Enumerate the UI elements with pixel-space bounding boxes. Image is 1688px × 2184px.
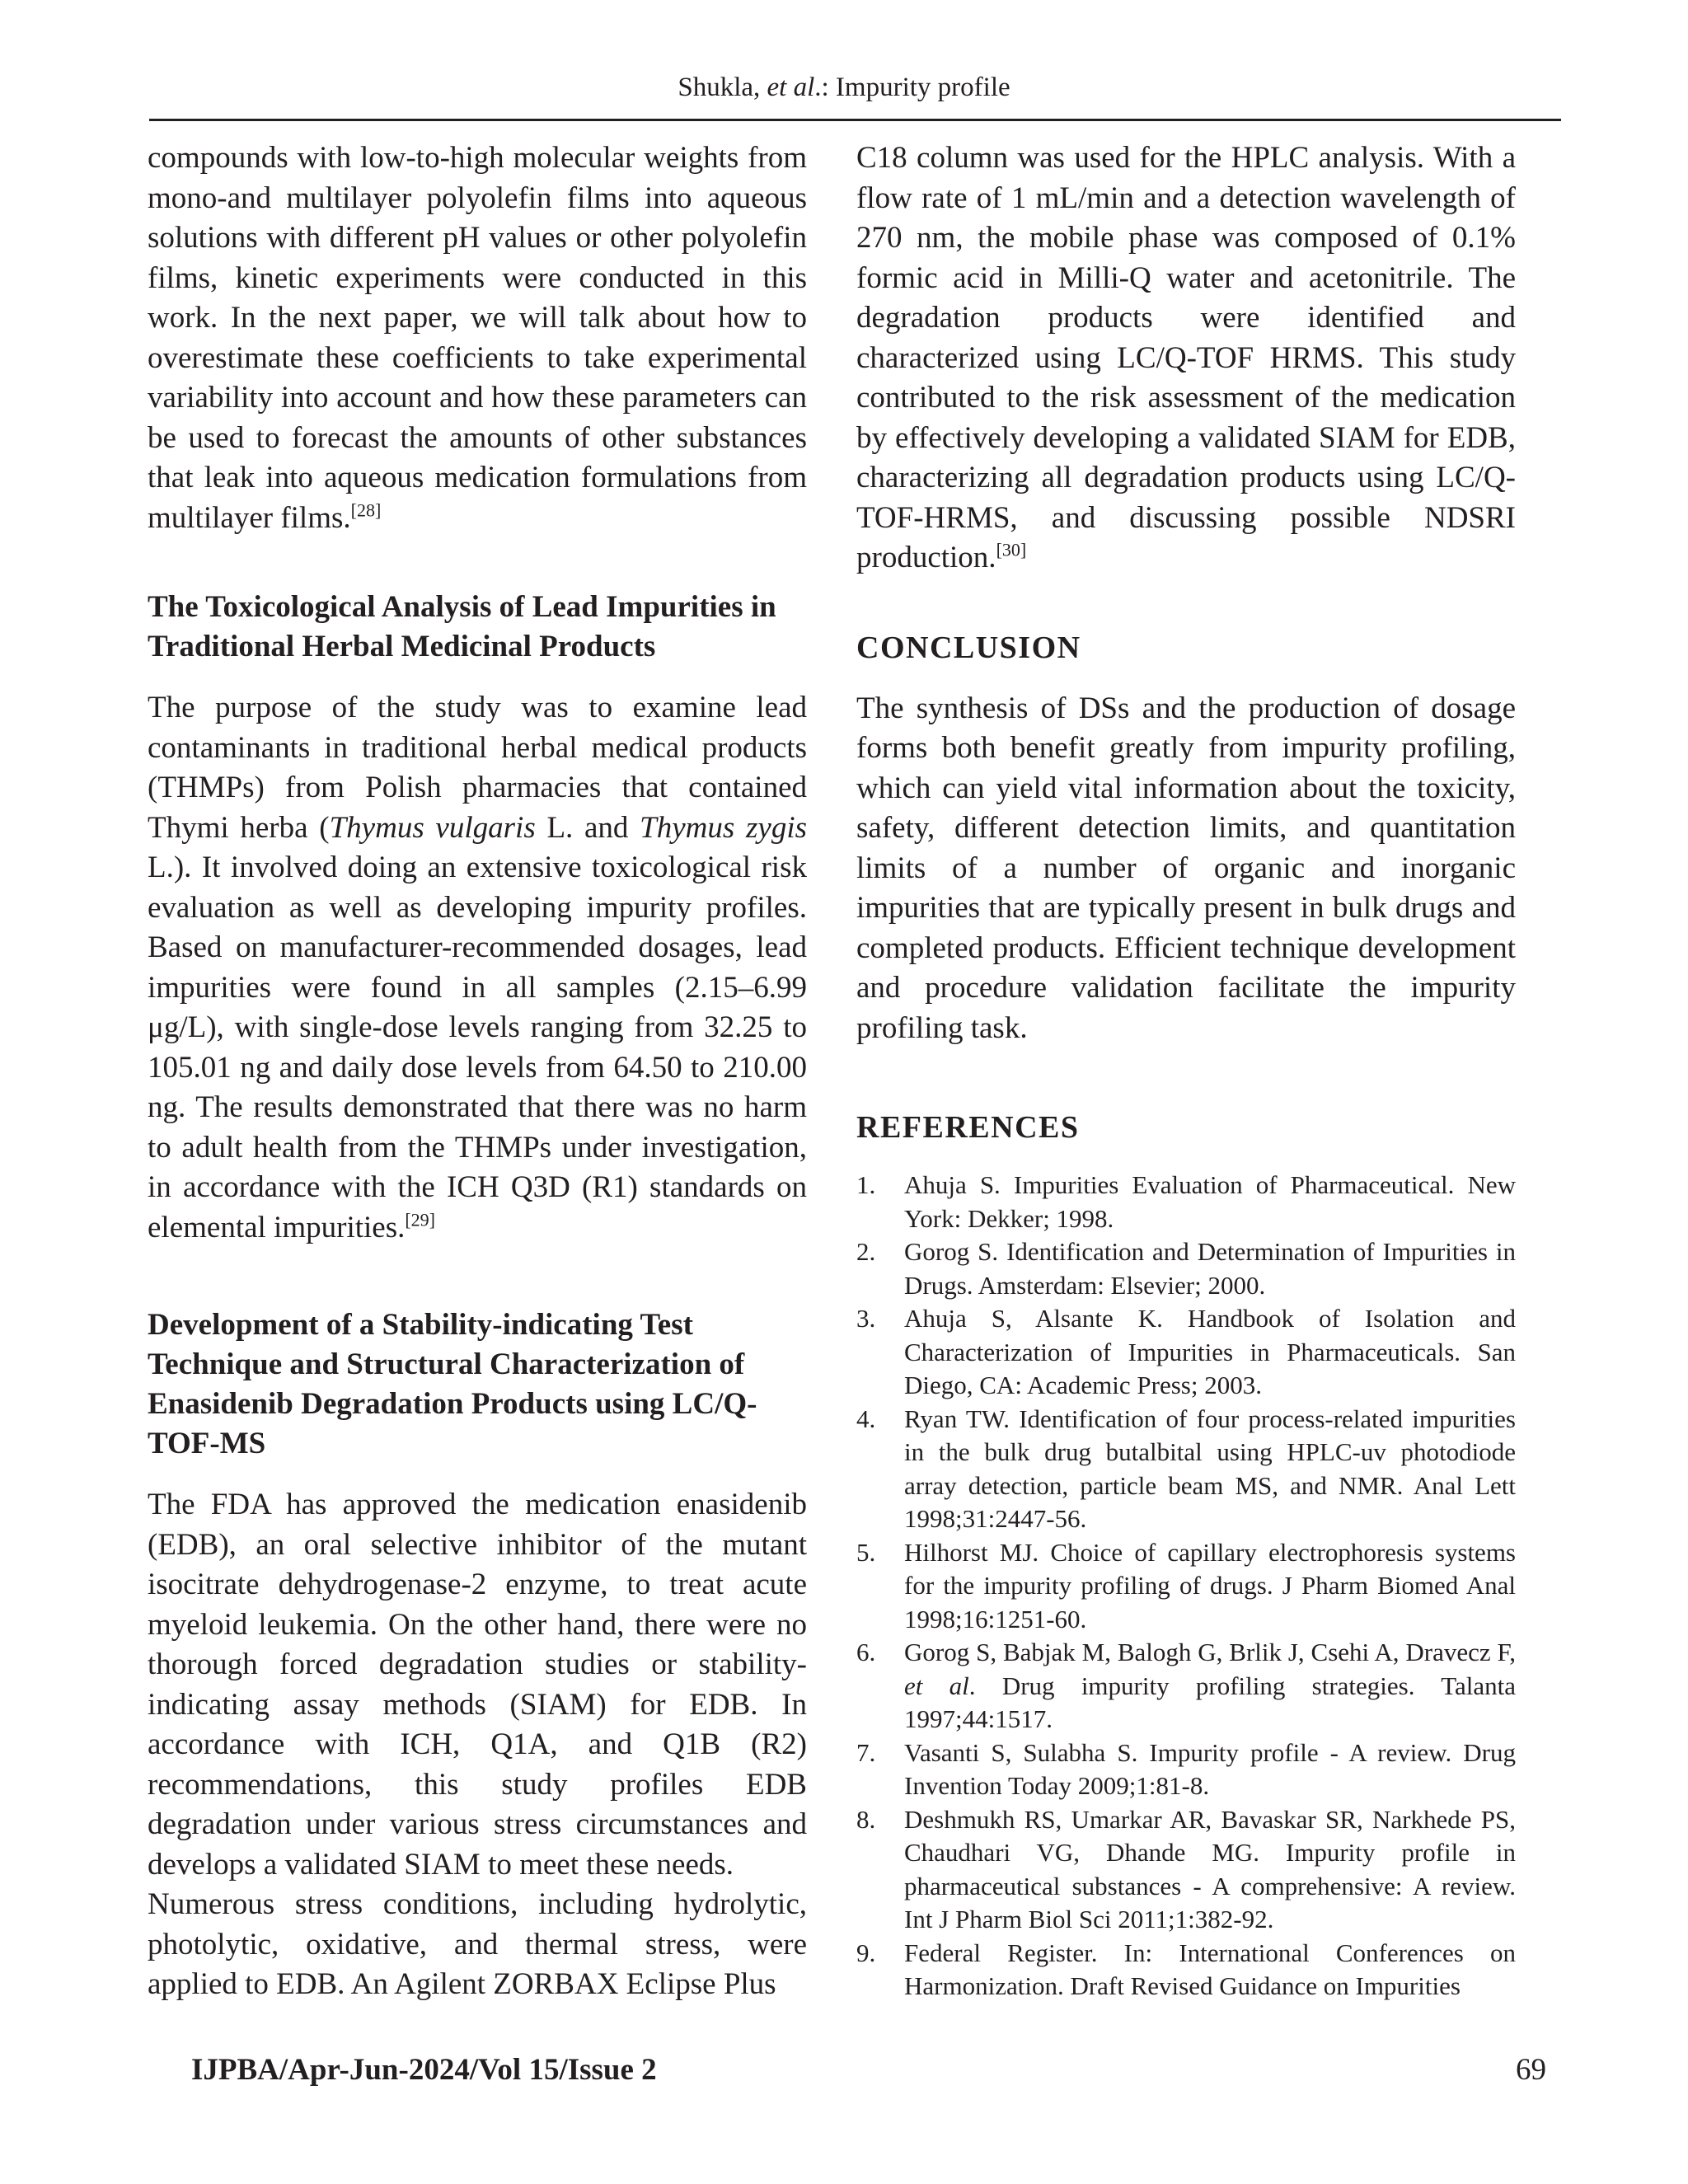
heading-references: REFERENCES <box>856 1110 1080 1145</box>
reference-list <box>856 1169 1516 2004</box>
reference-number: 4. <box>856 1404 876 1433</box>
reference-text-part: . Drug impurity profiling strategies. Talanta 1997;44:1517. <box>904 1671 1516 1733</box>
citation-28[interactable]: [28] <box>350 499 382 521</box>
reference-item <box>856 1937 1516 2004</box>
reference-text: Gorog S. Identification and Determination of Impurities in Drugs. Amsterdam: Elsevier; 2000. <box>904 1237 1516 1300</box>
reference-number: 6. <box>856 1638 876 1666</box>
paragraph-polyolefin <box>148 138 807 538</box>
reference-item <box>856 1169 1516 1235</box>
running-head-title: .: Impurity profile <box>814 73 1010 102</box>
paragraph-hplc <box>856 138 1516 579</box>
paragraph-enasidenib-intro: The FDA has approved the medication enasidenib (EDB), an oral selective inhibitor of the mutant isocitrate dehydrogenase-2 enzyme, to treat acute myeloid leukemia. On the other hand, there were no thorough forced degradation studies or stability-indicating assay methods (SIAM) for EDB. In accordance with ICH, Q1A, and Q1B (R2) recommendations, this study profiles EDB degradation under various stress circumstances and develops a validated SIAM to meet these needs. <box>148 1488 807 1882</box>
paragraph-conclusion: The synthesis of DSs and the production of dosage forms both benefit greatly from impurity profiling, which can yield vital information about the toxicity, safety, different detection limits, and quantitation limits of a number of organic and inorganic impurities that are typically present in bulk drugs and completed products. Efficient technique development and procedure validation facilitate the impurity profiling task. <box>856 691 1516 1045</box>
reference-text: Federal Register. In: International Conferences on Harmonization. Draft Revised Guidance on Impurities <box>904 1938 1516 2000</box>
page-number: 69 <box>1516 2053 1546 2087</box>
left-column <box>148 138 807 2005</box>
reference-number: 1. <box>856 1170 876 1199</box>
reference-text: Ahuja S. Impurities Evaluation of Pharmaceutical. New York: Dekker; 1998. <box>904 1170 1516 1233</box>
citation-29[interactable]: [29] <box>405 1209 436 1230</box>
reference-text <box>904 1636 1516 1736</box>
running-head <box>0 71 1688 104</box>
heading-enasidenib: Development of a Stability-indicating Test Technique and Structural Characterization of Enasidenib Degradation Products using LC/Q-TOF-MS <box>148 1308 757 1460</box>
reference-text: Deshmukh RS, Umarkar AR, Bavaskar SR, Narkhede PS, Chaudhari VG, Dhande MG. Impurity profile in pharmaceutical substances - A comprehensive: A review. Int J Pharm Biol Sci 2011;1:382-92. <box>904 1804 1516 1933</box>
heading-conclusion: CONCLUSION <box>856 630 1081 665</box>
reference-number: 8. <box>856 1804 876 1834</box>
reference-item <box>856 1403 1516 1536</box>
reference-text-part: Gorog S, Babjak M, Balogh G, Brlik J, Csehi A, Dravecz F, <box>904 1638 1516 1666</box>
reference-number: 9. <box>856 1938 876 1967</box>
reference-item <box>856 1536 1516 1637</box>
reference-etal: et al <box>904 1671 969 1700</box>
reference-number: 3. <box>856 1304 876 1333</box>
species-name: Thymus zygis <box>640 810 807 845</box>
reference-text: Vasanti S, Sulabha S. Impurity profile - A review. Drug Invention Today 2009;1:81-8. <box>904 1737 1516 1800</box>
reference-item <box>856 1235 1516 1302</box>
reference-number: 7. <box>856 1737 876 1767</box>
paragraph-stress-conditions: Numerous stress conditions, including hydrolytic, photolytic, oxidative, and thermal stress, were applied to EDB. An Agilent ZORBAX Eclipse Plus <box>148 1887 807 2001</box>
reference-item <box>856 1302 1516 1403</box>
heading-lead-impurities: The Toxicological Analysis of Lead Impurities in Traditional Herbal Medicinal Products <box>148 590 776 663</box>
paragraph-text: compounds with low-to-high molecular weights from mono-and multilayer polyolefin films into aqueous solutions with different pH values or other polyolefin films, kinetic experiments were conducted in this work. In the next paper, we will talk about how to overestimate these coefficients to take experimental variability into account and how these parameters can be used to forecast the amounts of other substances that leak into aqueous medication formulations from multilayer films. <box>148 141 807 535</box>
citation-30[interactable]: [30] <box>996 539 1027 560</box>
paragraph-text: L.). It involved doing an extensive toxicological risk evaluation as well as developing impurity profiles. Based on manufacturer-recommended dosages, lead impurities were found in all samples (2.15–6.99 μg/L), with single-dose levels ranging from 32.25 to 105.01 ng and daily dose levels from 64.50 to 210.00 ng. The results demonstrated that there was no harm to adult health from the THMPs under investigation, in accordance with the ICH Q3D (R1) standards on elemental impurities. <box>148 851 807 1244</box>
reference-text: Ryan TW. Identification of four process-related impurities in the bulk drug butalbital using HPLC-uv photodiode array detection, particle beam MS, and NMR. Anal Lett 1998;31:2447-56. <box>904 1404 1516 1533</box>
right-column <box>856 138 1516 2004</box>
reference-number: 5. <box>856 1537 876 1567</box>
reference-item <box>856 1736 1516 1803</box>
reference-item <box>856 1636 1516 1736</box>
footer-journal-info: IJPBA/Apr-Jun-2024/Vol 15/Issue 2 <box>191 2053 657 2087</box>
running-head-etal: et al <box>767 73 815 102</box>
reference-text: Ahuja S, Alsante K. Handbook of Isolation and Characterization of Impurities in Pharmaceuticals. San Diego, CA: Academic Press; 2003. <box>904 1304 1516 1399</box>
reference-text: Hilhorst MJ. Choice of capillary electrophoresis systems for the impurity profiling of drugs. J Pharm Biomed Anal 1998;16:1251-60. <box>904 1537 1516 1633</box>
reference-item <box>856 1803 1516 1937</box>
species-name: Thymus vulgaris <box>329 810 536 845</box>
running-head-author: Shukla, <box>678 73 767 102</box>
reference-number: 2. <box>856 1237 876 1266</box>
paragraph-text: C18 column was used for the HPLC analysis. With a flow rate of 1 mL/min and a detection wavelength of 270 nm, the mobile phase was composed of 0.1% formic acid in Milli-Q water and acetonitrile. The degradation products were identified and characterized using LC/Q-TOF HRMS. This study contributed to the risk assessment of the medication by effectively developing a validated SIAM for EDB, characterizing all degradation products using LC/Q-TOF-HRMS, and discussing possible NDSRI production. <box>856 141 1516 574</box>
paragraph-lead-study <box>148 688 807 1248</box>
paragraph-text: L. and <box>535 810 640 845</box>
paragraph-text: The purpose of the study was to examine lead contaminants in traditional herbal medical products (THMPs) from Polish pharmacies that contained Thymi herba ( <box>148 691 807 845</box>
header-rule <box>149 119 1561 121</box>
